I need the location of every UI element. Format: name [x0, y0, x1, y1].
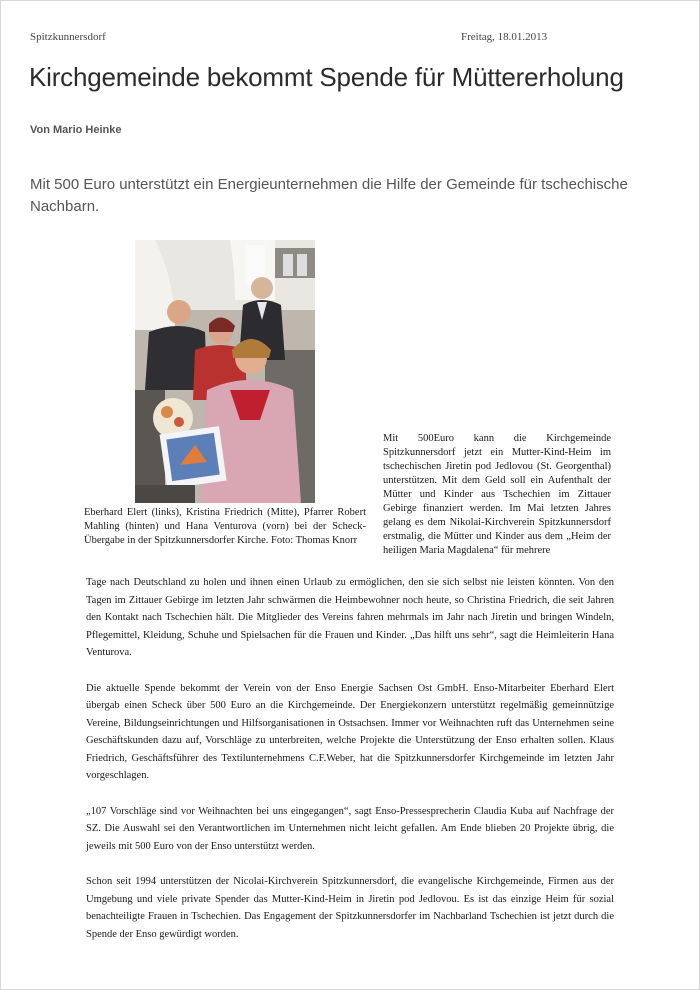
article-headline: Kirchgemeinde bekommt Spende für Müttererholung: [29, 62, 624, 92]
body-paragraph: Tage nach Deutschland zu holen und ihnen einen Urlaub zu ermöglichen, den sie sich selbst nie leisten könnten. Von den Tagen im Zittauer Gebirge im letzten Jahr schwärmen die Heimbewohner noch heute, so Christina Friedrich, die seit Jahren den Kontakt nach Tschechien hält. Die Mitglieder des Vereins fahren mehrmals im Jahr nach Jiretin und bringen Windeln, Pflegemittel, Kleidung, Schuhe und Spielsachen für die Frauen und Kinder. „Das hilft uns sehr“, sagt die Heimleiterin Hana Venturova.: [86, 577, 614, 658]
body-paragraph: Die aktuelle Spende bekommt der Verein von der Enso Energie Sachsen Ost GmbH. Enso-Mitarbeiter Eberhard Elert übergab einen Scheck über 500 Euro an die Kirchgemeinde. Der Energiekonzern unterstützt regelmäßig gemeinnützige Vereine, Bildungseinrichtungen und Hilfsorganisationen in Ostsachsen. Immer vor Weihnachten ruft das Unternehmen seine Geschäftskunden dazu auf, Vorschläge zu unterbreiten, welche Projekte die Unterstützung der Enso erhalten sollen. Klaus Friedrich, Geschäftsführer des Textilunternehmens C.F.Weber, hat die Spitzkunnersdorfer Kirchgemeinde im letzten Jahr vorgeschlagen.: [86, 682, 614, 781]
article-photo: [135, 240, 315, 503]
body-paragraph: „107 Vorschläge sind vor Weihnachten bei uns eingegangen“, sagt Enso-Pressesprecherin Claudia Kuba auf Nachfrage der SZ. Die Auswahl sei den Verantwortlichen im Unternehmen nicht leicht gefallen. Am Ende blieben 20 Projekte übrig, die jeweils mit 500 Euro von der Enso unterstützt werden.: [86, 805, 614, 852]
article-lead: Mit 500 Euro unterstützt ein Energieunternehmen die Hilfe der Gemeinde für tschechische Nachbarn.: [30, 176, 628, 215]
body-paragraph: Schon seit 1994 unterstützen der Nicolai-Kirchverein Spitzkunnersdorf, die evangelische Kirchgemeinde, Firmen aus der Umgebung und viele private Spender das Mutter-Kind-Heim in Jiretin pod Jedlovou. Es ist das einzige Heim für sozial benachteiligte Frauen in Tschechien. Das Engagement der Spitzkunnersdorfer im Nachbarland Tschechien ist jetzt durch die Spende der Enso gewürdigt worden.: [86, 876, 614, 940]
article-body: [86, 574, 614, 961]
intro-column: Mit 500Euro kann die Kirchgemeinde Spitzkunnersdorf jetzt ein Mutter-Kind-Heim im tschechischen Jiretin pod Jedlovou (St. Georgenthal) unterstützen. Mit dem Geld soll ein Aufenthalt der Mütter und Kinder aus Tschechien im Zittauer Gebirge finanziert werden. Im Mai letzten Jahres gelang es dem Nikolai-Kirchverein Spitzkunnersdorf erstmalig, die Mütter und Kinder aus dem „Heim der heiligen Maria Magdalena“ für mehrere: [383, 433, 611, 556]
header-date: Freitag, 18.01.2013: [461, 31, 548, 43]
church-photo-illustration: [135, 240, 315, 503]
article-author: Von Mario Heinke: [30, 124, 122, 136]
photo-caption: Eberhard Elert (links), Kristina Friedrich (Mitte), Pfarrer Robert Mahling (hinten) und Hana Venturova (vorn) bei der Scheck-Übergabe in der Spitzkunnersdorfer Kirche. Foto: Thomas Knorr: [84, 507, 366, 546]
header-location: Spitzkunnersdorf: [30, 31, 106, 43]
